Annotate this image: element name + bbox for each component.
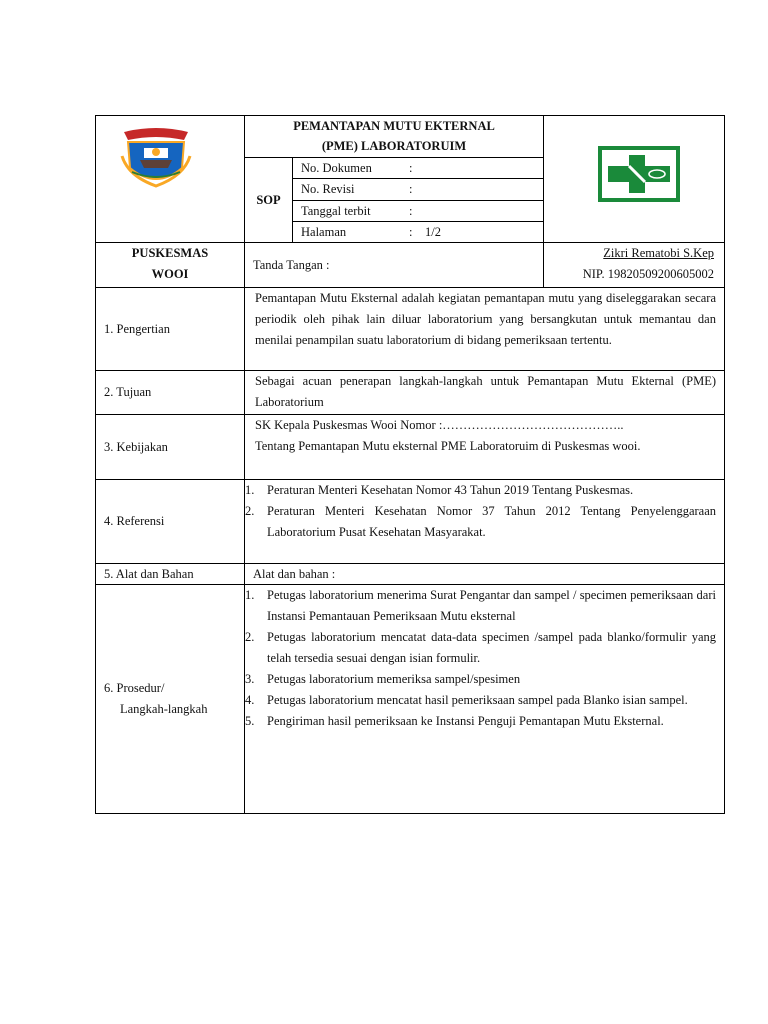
list-number: 2.	[245, 504, 255, 518]
meta-row	[293, 201, 543, 222]
section-content	[245, 415, 724, 457]
section-label	[96, 585, 245, 813]
list-number: 3.	[245, 672, 255, 686]
puskesmas-line-1: PUSKESMAS	[131, 246, 209, 260]
document-title	[245, 116, 543, 158]
list-item	[245, 501, 716, 543]
list-text: Pengiriman hasil pemeriksaan ke Instansi Penguji Pemantapan Mutu Eksternal.	[267, 714, 664, 728]
list-item	[245, 627, 716, 669]
signer-nip: NIP. 19820509200605002	[582, 267, 714, 281]
logo-cell	[96, 116, 245, 243]
signer-block	[543, 243, 724, 287]
section-tujuan	[95, 370, 725, 414]
section-label: 1. Pengertian	[96, 288, 245, 370]
section-pengertian	[95, 287, 725, 370]
regional-emblem-icon	[118, 126, 194, 188]
meta-value: :	[409, 203, 413, 218]
section-content: Pemantapan Mutu Eksternal adalah kegiatan pemantapan mutu yang diseleggarakan secara periodik oleh pihak lain diluar laboratorium yang bersangkutan untuk memantau dan menilai penampilan suatu laboratorium di bidang pemeriksaan tertentu.	[255, 291, 716, 347]
green-cross-icon	[598, 146, 680, 202]
meta-row	[293, 158, 543, 179]
signer-name: Zikri Rematobi S.Kep	[603, 246, 714, 260]
section-content	[245, 585, 724, 732]
section-prosedur	[95, 584, 725, 814]
section-referensi	[95, 479, 725, 563]
list-text: Petugas laboratorium mencatat hasil pemeriksaan sampel pada Blanko isian sampel.	[267, 693, 688, 707]
kebijakan-line-1: SK Kepala Puskesmas Wooi Nomor :……………………………………..	[255, 418, 624, 432]
referensi-list	[245, 480, 716, 543]
list-number: 4.	[245, 693, 255, 707]
meta-value: : 1/2	[409, 224, 441, 239]
meta-label: No. Dokumen	[301, 161, 372, 175]
section-content	[245, 480, 724, 543]
list-text: Peraturan Menteri Kesehatan Nomor 43 Tahun 2019 Tentang Puskesmas.	[267, 483, 634, 497]
sop-document	[95, 115, 725, 814]
section-kebijakan	[95, 414, 725, 479]
list-item	[245, 669, 716, 690]
meta-row	[293, 222, 543, 243]
list-item	[245, 585, 716, 627]
title-line-2: (PME) LABORATORUIM	[321, 139, 467, 153]
puskesmas-row	[95, 242, 725, 287]
section-content: Sebagai acuan penerapan langkah-langkah untuk Pemantapan Mutu Ekternal (PME) Laboratorium	[255, 374, 716, 409]
meta-value: :	[409, 182, 413, 197]
section-label: 2. Tujuan	[96, 371, 245, 414]
puskesmas-logo-cell	[543, 116, 724, 243]
prosedur-label-line-2: Langkah-langkah	[120, 702, 208, 716]
puskesmas-name	[96, 243, 245, 287]
list-text: Petugas laboratorium mencatat data-data specimen /sampel pada blanko/formulir yang telah tersedia sesuai dengan isian formulir.	[267, 630, 716, 665]
section-label: 5. Alat dan Bahan	[96, 564, 245, 584]
list-number: 1.	[245, 588, 255, 602]
title-line-1: PEMANTAPAN MUTU EKTERNAL	[293, 119, 495, 133]
list-item	[245, 690, 716, 711]
section-content: Alat dan bahan :	[253, 567, 336, 581]
meta-label: No. Revisi	[301, 182, 355, 197]
section-label: 3. Kebijakan	[96, 415, 245, 479]
section-label: 4. Referensi	[96, 480, 245, 563]
prosedur-label-line-1: 6. Prosedur/	[104, 681, 165, 695]
sop-label: SOP	[245, 158, 293, 243]
list-item	[245, 480, 716, 501]
signature-label: Tanda Tangan :	[253, 257, 330, 272]
list-number: 2.	[245, 630, 255, 644]
list-number: 1.	[245, 483, 255, 497]
meta-label: Tanggal terbit	[301, 203, 371, 218]
puskesmas-line-2: WOOI	[151, 267, 189, 281]
prosedur-list	[245, 585, 716, 732]
list-text: Petugas laboratorium menerima Surat Pengantar dan sampel / specimen pemeriksaan dari Instansi Pemantauan Pemeriksaan Mutu eksternal	[267, 588, 716, 623]
meta-row	[293, 179, 543, 200]
list-item	[245, 711, 716, 732]
title-cell	[245, 116, 543, 243]
list-text: Petugas laboratorium memeriksa sampel/spesimen	[267, 672, 521, 686]
kebijakan-line-2: Tentang Pemantapan Mutu eksternal PME Laboratoruim di Puskesmas wooi.	[255, 439, 641, 453]
list-number: 5.	[245, 714, 255, 728]
list-text: Peraturan Menteri Kesehatan Nomor 37 Tahun 2012 Tentang Penyelenggaraan Laboratorium Pusat Kesehatan Masyarakat.	[267, 504, 716, 539]
document-meta	[293, 158, 543, 243]
meta-label: Halaman	[301, 224, 347, 239]
meta-value: :	[409, 161, 413, 175]
section-alat-bahan	[95, 563, 725, 584]
document-header	[95, 115, 725, 242]
